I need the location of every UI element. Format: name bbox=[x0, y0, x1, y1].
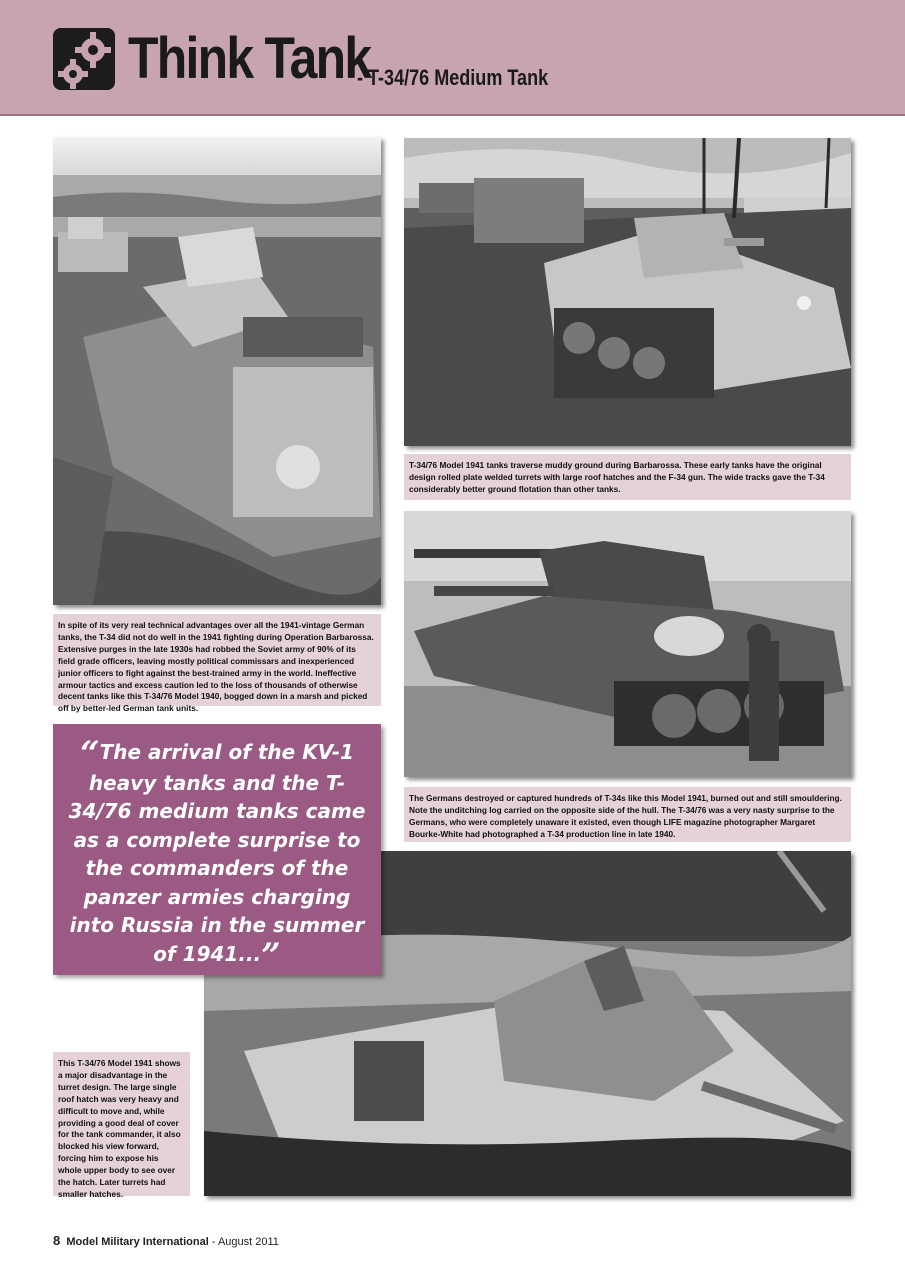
quote-text: The arrival of the KV-1 heavy tanks and the T-34/76 medium tanks came as a complete surprise to the commanders of the panzer armies charging into Russia in the summer of 1941... bbox=[68, 740, 366, 966]
photo-destroyed-tank bbox=[404, 511, 851, 777]
caption-marsh-tank: In spite of its very real technical advantages over all the 1941-vintage German tanks, the T-34 did not do well in the 1941 fighting during Operation Barbarossa. Extensive purges in the late 1930s had robbed the Soviet army of 90% of its field grade officers, leaving mostly political commissars and inexperienced junior officers to fight against the best-trained army in the world. Ineffective armour tactics and excess caution led to the loss of thousands of otherwise decent tanks like this T-34/76 Model 1940, bogged down in a marsh and picked off by better-led German tank units. bbox=[53, 614, 381, 706]
page-subtitle: - T-34/76 Medium Tank bbox=[357, 65, 549, 90]
caption-hatch: This T-34/76 Model 1941 shows a major disadvantage in the turret design. The large single roof hatch was very heavy and difficult to move and, while providing a good deal of cover for the tank commander, it also blocked his view forward, forcing him to expose his whole upper body to see over the hatch. Later turrets had smaller hatches. bbox=[53, 1052, 190, 1196]
gears-logo-icon bbox=[53, 28, 115, 90]
page-title: Think Tank bbox=[128, 26, 371, 91]
photo-tanks-traverse bbox=[404, 138, 851, 446]
caption-destroyed: The Germans destroyed or captured hundreds of T-34s like this Model 1941, burned out and still smouldering. Note the unditching log carried on the opposite side of the hull. The T-34/76 was a very nasty surprise to the Germans, who were completely unaware it existed, even though LIFE magazine photographer Margaret Bourke-White had photographed a T-34 production line in late 1940. bbox=[404, 787, 851, 842]
photo-marsh-tank bbox=[53, 137, 381, 605]
quote-open-mark: “ bbox=[80, 734, 100, 774]
page-header bbox=[0, 0, 905, 116]
page-number: 8 bbox=[53, 1233, 61, 1248]
quote-close-mark: ” bbox=[261, 935, 281, 976]
issue-date: - August 2011 bbox=[211, 1236, 279, 1248]
caption-traverse: T-34/76 Model 1941 tanks traverse muddy ground during Barbarossa. These early tanks have the original design rolled plate welded turrets with large roof hatches and the F-34 gun. The wide tracks gave the T-34 considerably better ground flotation than other tanks. bbox=[404, 454, 851, 500]
page-footer bbox=[53, 1233, 279, 1248]
pull-quote bbox=[53, 724, 381, 975]
magazine-name: Model Military International bbox=[66, 1236, 209, 1248]
